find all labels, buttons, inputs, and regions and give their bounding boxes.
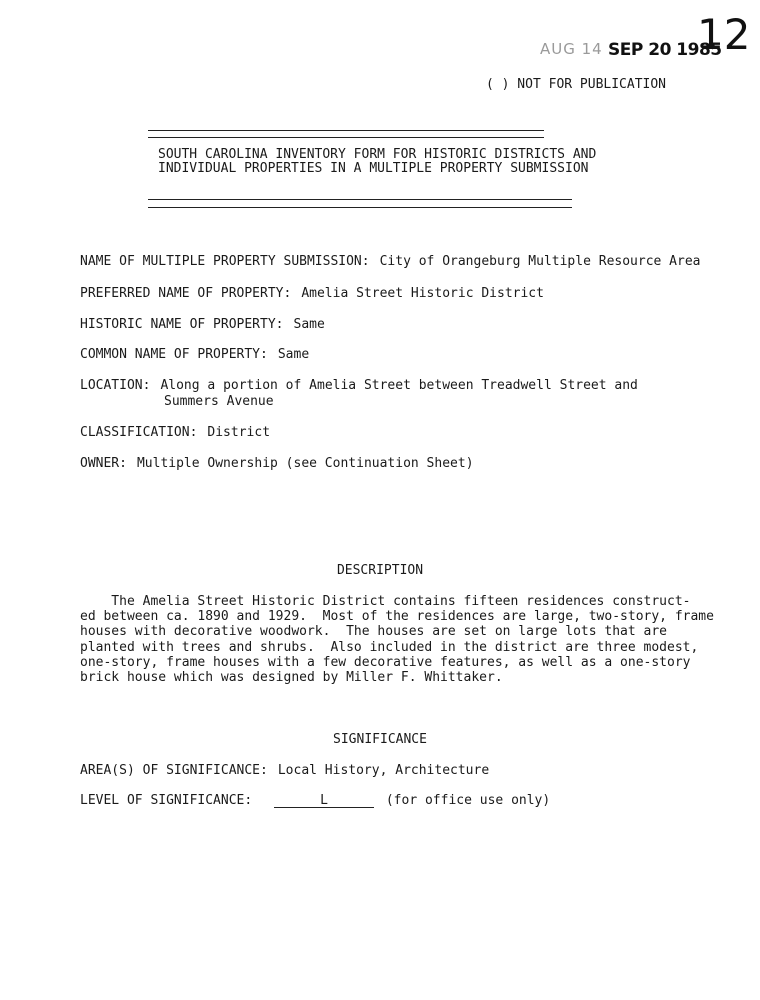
description-line: The Amelia Street Historic District contains fifteen residences construct- bbox=[80, 594, 691, 609]
title-rule-bottom-1 bbox=[148, 199, 572, 200]
area-of-significance-field bbox=[80, 763, 489, 779]
mps-label: NAME OF MULTIPLE PROPERTY SUBMISSION: bbox=[80, 254, 370, 269]
historic-name-value: Same bbox=[293, 317, 325, 332]
preferred-name-label: PREFERRED NAME OF PROPERTY: bbox=[80, 286, 292, 301]
level-of-significance-label: LEVEL OF SIGNIFICANCE: bbox=[80, 793, 253, 808]
common-name-label: COMMON NAME OF PROPERTY: bbox=[80, 347, 268, 362]
preferred-name-field bbox=[80, 286, 544, 302]
title-rule-top-1 bbox=[148, 130, 544, 131]
mps-field bbox=[80, 254, 701, 270]
historic-name-label: HISTORIC NAME OF PROPERTY: bbox=[80, 317, 284, 332]
level-of-significance-field bbox=[80, 793, 550, 809]
location-label: LOCATION: bbox=[80, 378, 151, 393]
location-field-continued bbox=[164, 394, 274, 410]
description-line: planted with trees and shrubs. Also included in the district are three modest, bbox=[80, 639, 699, 655]
description-heading: DESCRIPTION bbox=[336, 563, 424, 578]
preferred-name-value: Amelia Street Historic District bbox=[301, 286, 544, 301]
date-stamp: SEP 20 1985 bbox=[608, 40, 722, 60]
area-of-significance-label: AREA(S) OF SIGNIFICANCE: bbox=[80, 763, 268, 778]
title-rule-top-2 bbox=[148, 137, 544, 138]
level-of-significance-value: L bbox=[274, 794, 374, 808]
common-name-value: Same bbox=[277, 347, 310, 362]
location-value-line1: Along a portion of Amelia Street between Treadwell Street and bbox=[160, 378, 638, 393]
description-line: brick house which was designed by Miller F. Whittaker. bbox=[80, 670, 503, 686]
description-line: one-story, frame houses with a few decorative features, as well as a one-story bbox=[80, 654, 691, 670]
description-line: houses with decorative woodwork. The houses are set on large lots that are bbox=[80, 624, 667, 640]
classification-value: District bbox=[207, 425, 271, 440]
level-of-significance-note: (for office use only) bbox=[385, 793, 551, 808]
received-stamp: AUG 14 bbox=[540, 40, 603, 58]
significance-heading: SIGNIFICANCE bbox=[333, 732, 427, 747]
common-name-field bbox=[80, 347, 309, 363]
location-value-line2: Summers Avenue bbox=[164, 394, 274, 409]
area-of-significance-value: Local History, Architecture bbox=[277, 763, 490, 778]
classification-label: CLASSIFICATION: bbox=[80, 425, 198, 440]
description-line: ed between ca. 1890 and 1929. Most of the residences are large, two-story, frame bbox=[80, 609, 714, 625]
title-rule-bottom-2 bbox=[148, 207, 572, 208]
historic-name-field bbox=[80, 317, 325, 333]
owner-value: Multiple Ownership (see Continuation Sheet) bbox=[136, 456, 474, 471]
owner-label: OWNER: bbox=[80, 456, 127, 471]
owner-field bbox=[80, 456, 474, 472]
page-number: 12 bbox=[697, 10, 751, 59]
mps-value: City of Orangeburg Multiple Resource Area bbox=[379, 254, 701, 269]
form-title-line1: SOUTH CAROLINA INVENTORY FORM FOR HISTORIC DISTRICTS AND bbox=[158, 147, 597, 162]
publication-notice: ( ) NOT FOR PUBLICATION bbox=[486, 77, 667, 92]
classification-field bbox=[80, 425, 270, 441]
form-title-line2: INDIVIDUAL PROPERTIES IN A MULTIPLE PROPERTY SUBMISSION bbox=[158, 161, 589, 176]
location-field bbox=[80, 378, 638, 394]
description-paragraph bbox=[80, 594, 714, 685]
